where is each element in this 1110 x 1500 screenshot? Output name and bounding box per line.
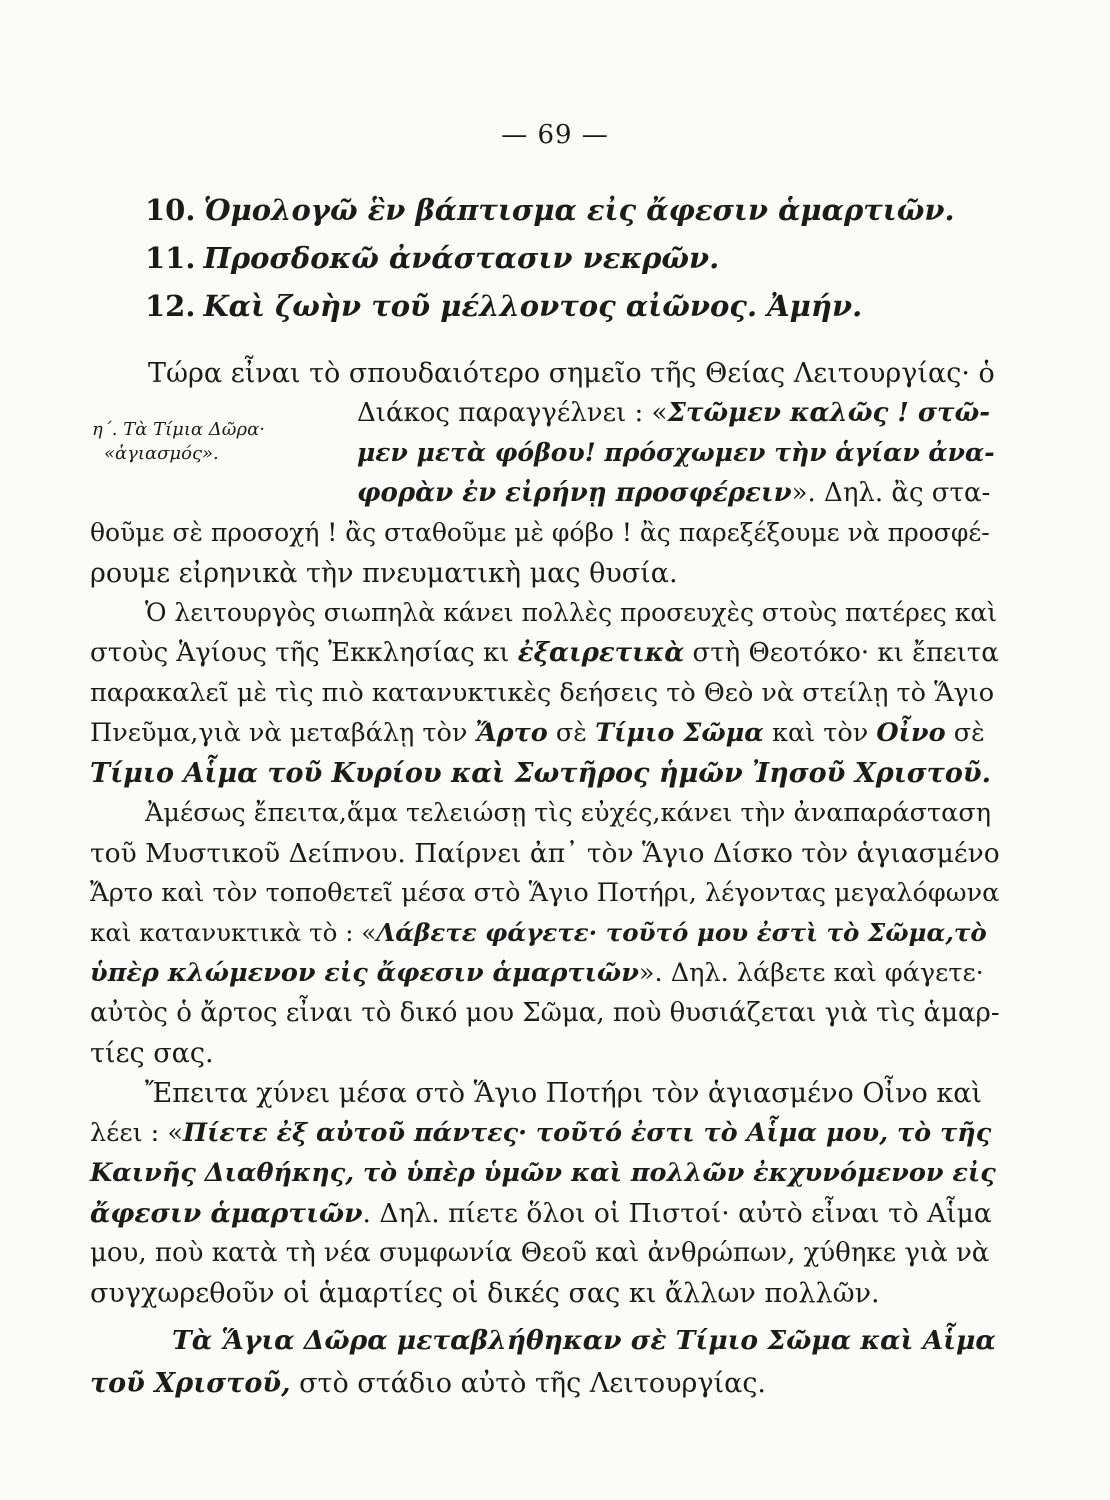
- article-text: Ὁμολογῶ ἓν βάπτισμα εἰς ἄφεσιν ἁμαρτιῶν.: [203, 193, 955, 227]
- text-line: Τώρα εἶναι τὸ σπουδαιότερο σημεῖο τῆς Θείας Λειτουργίας· ὁ: [148, 358, 995, 389]
- text-line: παρακαλεῖ μὲ τὶς πιὸ κατανυκτικὲς δεήσεις τὸ Θεὸ νὰ στείλῃ τὸ Ἅγιο: [90, 678, 995, 708]
- article-number: 12.: [145, 289, 196, 323]
- margin-note-heading: η΄. Τὰ Τίμια Δῶρα·: [92, 419, 265, 440]
- text-line: Καινῆς Διαθήκης, τὸ ὑπὲρ ὑμῶν καὶ πολλῶν ἐκχυνόμενον εἰς: [90, 1158, 996, 1188]
- article-text: Καὶ ζωὴν τοῦ μέλλοντος αἰῶνος. Ἀμήν.: [203, 289, 863, 323]
- text-line: Πνεῦμα,γιὰ νὰ μεταβάλῃ τὸν Ἄρτο σὲ Τίμιο Σῶμα καὶ τὸν Οἶνο σὲ: [90, 718, 985, 748]
- text-line: Ἄρτο καὶ τὸν τοποθετεῖ μέσα στὸ Ἅγιο Ποτήρι, λέγοντας μεγαλόφωνα: [90, 878, 1000, 908]
- text-line: Ὁ λειτουργὸς σιωπηλὰ κάνει πολλὲς προσευχὲς στοὺς πατέρες καὶ: [145, 598, 998, 627]
- text-line: μου, ποὺ κατὰ τὴ νέα συμφωνία Θεοῦ καὶ ἀνθρώπων, χύθηκε γιὰ νὰ: [90, 1238, 990, 1268]
- creed-article-12: [145, 282, 955, 330]
- text-line: ὑπὲρ κλώμενον εἰς ἄφεσιν ἁμαρτιῶν». Δηλ. λάβετε καὶ φάγετε·: [90, 958, 984, 988]
- text-line: ρουμε εἰρηνικὰ τὴν πνευματικὴ μας θυσία.: [90, 558, 678, 589]
- text-line: θοῦμε σὲ προσοχή ! ἂς σταθοῦμε μὲ φόβο ! ἂς παρεξέξουμε νὰ προσφέ-: [90, 518, 990, 547]
- creed-articles: [145, 186, 955, 330]
- text-line: Ἔπειτα χύνει μέσα στὸ Ἅγιο Ποτήρι τὸν ἁγιασμένο Οἶνο καὶ: [145, 1078, 983, 1109]
- text-line: τίες σας.: [90, 1038, 214, 1069]
- margin-note: [92, 418, 265, 466]
- text-line: τοῦ Μυστικοῦ Δείπνου. Παίρνει ἀπ᾿ τὸν Ἅγιο Δίσκο τὸν ἁγιασμένο: [90, 838, 1000, 869]
- article-number: 11.: [145, 241, 196, 275]
- text-line: Διάκος παραγγέλνει : «Στῶμεν καλῶς ! στῶ-: [357, 398, 991, 428]
- text-line: τοῦ Χριστοῦ, στὸ στάδιο αὐτὸ τῆς Λειτουργίας.: [90, 1368, 767, 1399]
- text-line: φορὰν ἐν εἰρήνῃ προσφέρειν». Δηλ. ἂς στα-: [357, 478, 991, 508]
- article-number: 10.: [145, 193, 196, 227]
- page-number: — 69 —: [501, 120, 609, 150]
- text-line: αὐτὸς ὁ ἄρτος εἶναι τὸ δικό μου Σῶμα, ποὺ θυσιάζεται γιὰ τὶς ἁμαρ-: [90, 998, 1000, 1028]
- text-line: μεν μετὰ φόβου! πρόσχωμεν τὴν ἁγίαν ἀνα-: [357, 438, 995, 467]
- text-line: καὶ κατανυκτικὰ τὸ : «Λάβετε φάγετε· τοῦτό μου ἐστὶ τὸ Σῶμα,τὸ: [90, 918, 987, 947]
- article-text: Προσδοκῶ ἀνάστασιν νεκρῶν.: [203, 241, 720, 275]
- text-line: λέει : «Πίετε ἐξ αὐτοῦ πάντες· τοῦτό ἐστι τὸ Αἷμα μου, τὸ τῆς: [90, 1118, 992, 1148]
- creed-article-10: [145, 186, 955, 234]
- text-line: Τίμιο Αἷμα τοῦ Κυρίου καὶ Σωτῆρος ἡμῶν Ἰησοῦ Χριστοῦ.: [90, 758, 991, 789]
- text-line: ἄφεσιν ἁμαρτιῶν. Δηλ. πίετε ὅλοι οἱ Πιστοί· αὐτὸ εἶναι τὸ Αἷμα: [90, 1198, 992, 1229]
- margin-note-subheading: «ἁγιασμός».: [104, 443, 219, 464]
- text-line: συγχωρεθοῦν οἱ ἁμαρτίες οἱ δικές σας κι ἄλλων πολλῶν.: [90, 1278, 880, 1309]
- text-line: Ἀμέσως ἔπειτα,ἅμα τελειώσῃ τὶς εὐχές,κάνει τὴν ἀναπαράσταση: [145, 798, 992, 828]
- text-line: Τὰ Ἅγια Δῶρα μεταβλήθηκαν σὲ Τίμιο Σῶμα καὶ Αἷμα: [172, 1325, 996, 1356]
- text-line: στοὺς Ἁγίους τῆς Ἐκκλησίας κι ἐξαιρετικὰ στὴ Θεοτόκο· κι ἔπειτα: [90, 638, 999, 668]
- creed-article-11: [145, 234, 955, 282]
